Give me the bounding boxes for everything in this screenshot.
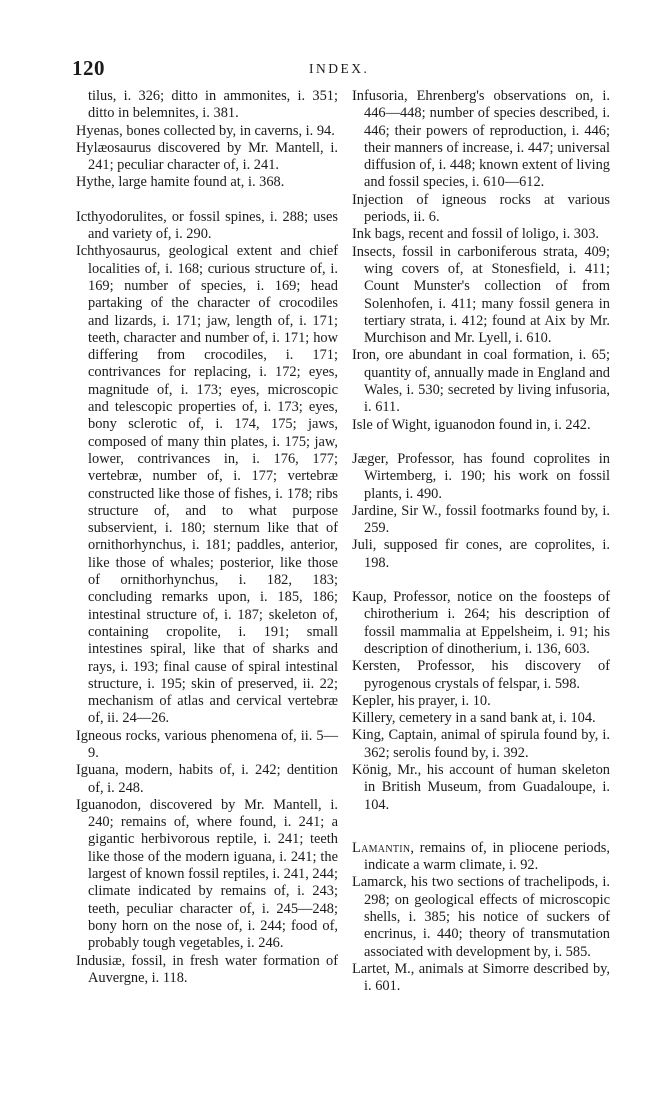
index-entry-text: Hylæosaurus discovered by Mr. Mantell, i. 241; peculiar character of, i. 241.: [76, 139, 338, 174]
index-entry: [352, 961, 610, 996]
index-entry-text: Jardine, Sir W., fossil footmarks found by, i. 259.: [352, 502, 610, 537]
index-entry-text: Isle of Wight, iguanodon found in, i. 242.: [352, 416, 591, 433]
index-entry-text: King, Captain, animal of spirula found by, i. 362; serolis found by, i. 392.: [352, 727, 610, 761]
index-entry: [76, 209, 338, 244]
index-entry: [76, 88, 338, 123]
index-entry: [352, 417, 610, 434]
index-entry: [352, 88, 610, 192]
index-entry-text: Iron, ore abundant in coal formation, i. 65; quantity of, annually made in England and Wales, i. 530; secreted by living infusoria, i. 611.: [352, 347, 610, 416]
index-entry-text: , remains of, in pliocene periods, indicate a warm climate, i. 92.: [364, 839, 610, 874]
index-entry: [76, 140, 338, 175]
index-entry: [352, 693, 610, 710]
index-entry: [76, 953, 338, 988]
index-entry-text: Juli, supposed fir cones, are coprolites, i. 198.: [352, 537, 610, 571]
index-entry: [352, 451, 610, 503]
index-entry: [352, 537, 610, 572]
index-entry: [76, 123, 338, 140]
index-entry-text: Jæger, Professor, has found coprolites in Wirtemberg, i. 190; his work on fossil plants, i. 490.: [352, 450, 610, 502]
index-entry: [352, 192, 610, 227]
index-entry: [352, 840, 610, 875]
index-entry-text: Ichthyosaurus, geological extent and chief localities of, i. 168; curious structure of, i. 169; number of species, i. 169; head partaking of the character of crocodiles and lizards, i. 171; jaw, length of, i. 171; teeth, character and number of, i. 171; how differing from crocodiles, i. 171; contrivances for replacing, i. 172; eyes, magnitude of, i. 173; eyes, microscopic and telescopic properties of, i. 173; eyes, bony sclerotic of, i. 174, 175; jaws, composed of many thin plates, i. 175; jaw, lower, contrivances in, i. 176, 177; vertebræ, number of, i. 177; vertebræ constructed like those of fishes, i. 178; ribs structure of, and to what purpose subservient, i. 180; sternum like that of ornithorhynchus, i. 181; paddles, anterior, like those of whales; posterior, like those of ornithorhynchus, i. 182, 183; concluding remarks upon, i. 185, 186; intestinal structure of, i. 187; skeleton of, containing cropolite, i. 191; small intestines spiral, like that of sharks and rays, i. 193; final cause of spiral intestinal structure, i. 195; skin of preserved, ii. 22; mechanism of atlas and cervical vertebræ of, ii. 24—26.: [76, 243, 338, 727]
index-entry-text: König, Mr., his account of human skeleton in British Museum, from Guadaloupe, i. 104.: [352, 761, 610, 813]
index-entry: [352, 589, 610, 658]
index-entry: [76, 174, 338, 191]
index-entry-text: Killery, cemetery in a sand bank at, i. 104.: [352, 710, 596, 727]
index-entry-text: Icthyodorulites, or fossil spines, i. 288; uses and variety of, i. 290.: [76, 208, 338, 243]
index-entry: [352, 226, 610, 243]
index-entry-text: Indusiæ, fossil, in fresh water formation of Auvergne, i. 118.: [76, 952, 338, 986]
index-entry-text: Kersten, Professor, his discovery of pyrogenous crystals of felspar, i. 598.: [352, 658, 610, 692]
index-entry-text: Hyenas, bones collected by, in caverns, i. 94.: [76, 122, 335, 139]
index-entry: [76, 728, 338, 763]
index-entry-text: Injection of igneous rocks at various periods, ii. 6.: [352, 191, 610, 226]
index-entry-headword: Lamantin: [352, 839, 411, 856]
index-entry-text: tilus, i. 326; ditto in ammonites, i. 351; ditto in belemnites, i. 381.: [88, 88, 338, 122]
index-entry-text: Kepler, his prayer, i. 10.: [352, 692, 491, 709]
index-entry: [352, 727, 610, 762]
index-entry: [352, 347, 610, 416]
index-entry: [352, 710, 610, 727]
index-entry: [352, 658, 610, 693]
index-entry: [352, 874, 610, 960]
index-column-right: [352, 88, 610, 996]
index-entry-text: Insects, fossil in carboniferous strata, 409; wing covers of, at Stonesfield, i. 411; Count Munster's collection of from Solenhofen, i. 411; many fossil genera in tertiary strata, i. 412; found at Aix by Mr. Murchison and Mr. Lyell, i. 610.: [352, 243, 610, 347]
index-entry: [352, 244, 610, 348]
index-entry-text: Kaup, Professor, notice on the foosteps of chirotherium i. 264; his description of fossil mammalia at Eppelsheim, i. 91; his description of dinotherium, i. 136, 603.: [352, 589, 610, 657]
index-column-left: [76, 88, 338, 987]
index-entry-text: Igneous rocks, various phenomena of, ii. 5—9.: [76, 727, 338, 761]
index-entry-text: Ink bags, recent and fossil of loligo, i. 303.: [352, 226, 599, 243]
index-entry-text: Iguana, modern, habits of, i. 242; dentition of, i. 248.: [76, 762, 338, 796]
index-entry: [352, 503, 610, 538]
running-head: INDEX.: [309, 61, 370, 76]
index-entry: [76, 797, 338, 953]
index-entry-text: Lamarck, his two sections of trachelipods, i. 298; on geological effects of microscopic shells, i. 385; his notice of suckers of encrinus, i. 440; theory of transmutation associated with development by, i. 585.: [352, 874, 610, 960]
index-entry: [76, 243, 338, 727]
index-entry-text: Lartet, M., animals at Simorre described by, i. 601.: [352, 960, 610, 995]
index-entry-text: Hythe, large hamite found at, i. 368.: [76, 174, 285, 191]
index-entry: [76, 762, 338, 797]
index-entry-text: Iguanodon, discovered by Mr. Mantell, i. 240; remains of, where found, i. 241; a gigantic herbivorous reptile, i. 241; teeth like those of the modern iguana, i. 241; the largest of known fossil reptiles, i. 241, 244; climate indicated by remains of, i. 243; teeth, peculiar character of, i. 245—248; bony horn on the nose of, i. 244; food of, probably tough vegetables, i. 246.: [76, 796, 338, 952]
index-entry: [352, 762, 610, 814]
page-number: 120: [72, 56, 105, 80]
index-entry-text: Infusoria, Ehrenberg's observations on, i. 446—448; number of species described, i. 446; their powers of reproduction, i. 446; their manners of increase, i. 447; universal diffusion of, i. 448; known extent of living and fossil species, i. 610—612.: [352, 88, 610, 191]
